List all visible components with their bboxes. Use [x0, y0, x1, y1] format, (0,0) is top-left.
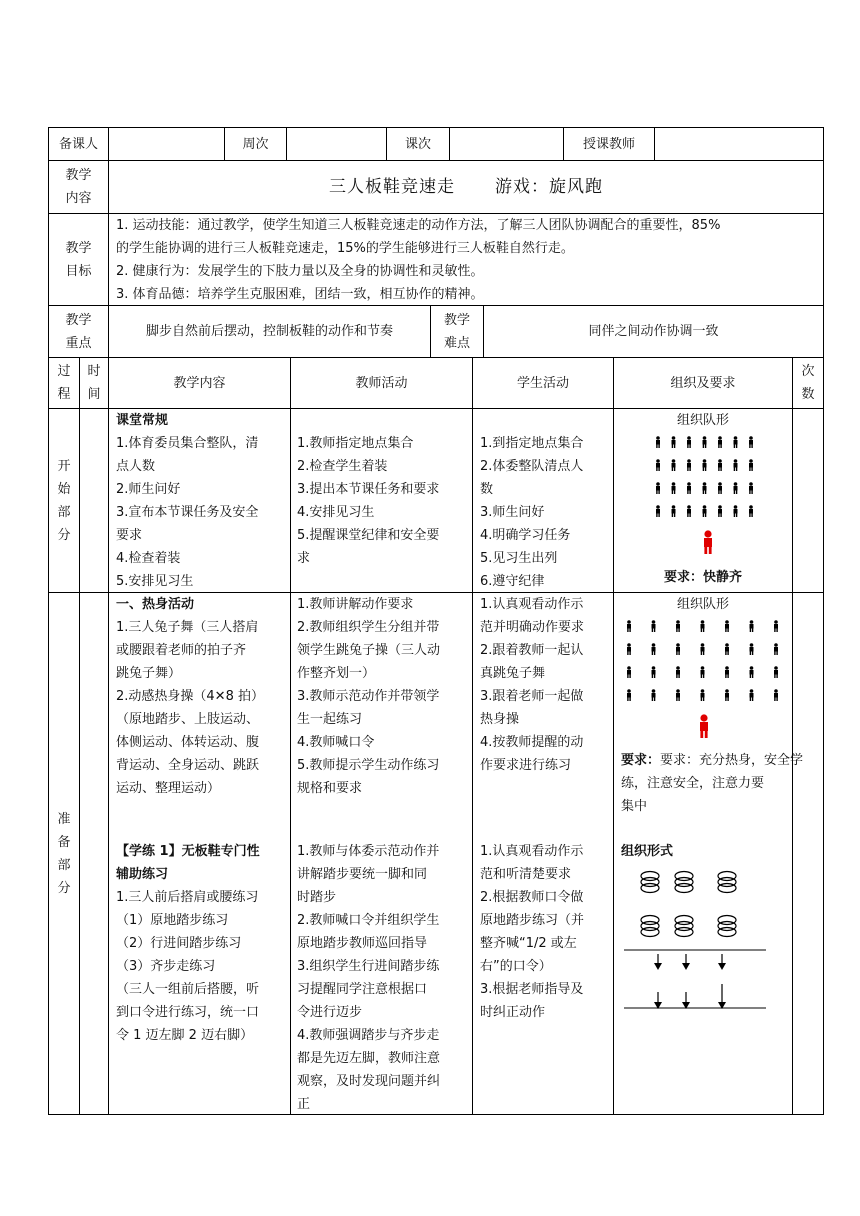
start-content-line: 3.宣布本节课任务及安全 — [116, 505, 259, 520]
difficulty-label-line1: 教学 — [443, 312, 470, 328]
phase-char: 备 — [57, 834, 71, 850]
start-student — [480, 432, 611, 592]
student-figure-icon — [652, 620, 656, 632]
drill-teacher-line: 正 — [297, 1097, 311, 1112]
prep-content-drill — [116, 840, 288, 1043]
student-figure-icon — [703, 436, 707, 448]
student-figure-icon — [672, 505, 676, 517]
col-student: 学生活动 — [516, 375, 569, 391]
col-process — [49, 358, 79, 408]
student-figure-icon — [750, 620, 754, 632]
drill-student-line: 整齐喊“1/2 或左 — [480, 936, 577, 951]
student-figure-icon — [703, 505, 707, 517]
prep-content-line: 背运动、全身运动、跳跃 — [116, 758, 260, 773]
group-of-three-icon — [641, 916, 659, 937]
down-arrow-icon — [718, 984, 726, 1009]
prep-teacher-line: 作整齐划一） — [297, 666, 376, 681]
goal-line: 3. 体育品德：培养学生克服困难，团结一致，相互协作的精神。 — [116, 287, 484, 302]
student-figure-icon — [750, 689, 754, 701]
student-figure-icon — [687, 436, 691, 448]
student-figure-icon — [656, 436, 660, 448]
phase-char: 部 — [57, 857, 71, 873]
drill-student-line: 右”的口令） — [480, 959, 552, 974]
down-arrow-icon — [682, 992, 690, 1009]
prep-formation — [614, 614, 792, 749]
start-teacher-line: 2.检查学生着装 — [297, 459, 388, 474]
prep-student-line: 1.认真观看动作示 — [480, 597, 584, 612]
phase-char: 准 — [57, 811, 71, 827]
student-figure-icon — [750, 666, 754, 678]
col-content: 教学内容 — [173, 375, 226, 391]
focus-label-line1: 教学 — [65, 312, 92, 328]
start-teacher-line: 1.教师指定地点集合 — [297, 436, 414, 451]
prep-teacher-line: 规格和要求 — [297, 781, 363, 796]
prep-content-line: 2.动感热身操（4✕8 拍） — [116, 689, 264, 704]
prep-student-line: 4.按教师提醒的动 — [480, 735, 584, 750]
student-figure-icon — [652, 689, 656, 701]
col-process-line2: 程 — [57, 387, 71, 402]
drill-line: （3）齐步走练习 — [116, 959, 216, 974]
student-figure-icon — [725, 643, 729, 655]
lesson-topic — [109, 161, 823, 213]
prep-student-line: 作要求进行练习 — [480, 758, 572, 773]
prep-student-line: 3.跟着老师一起做 — [480, 689, 584, 704]
start-org-title: 组织队形 — [676, 413, 729, 428]
phase-char: 分 — [57, 527, 71, 543]
focus-label-line2: 重点 — [65, 335, 92, 351]
col-organization: 组织及要求 — [670, 375, 736, 391]
col-times-line1: 次 — [801, 364, 815, 379]
prep-req-first: 要求：充分热身，安全学 — [660, 753, 804, 768]
start-student-line: 数 — [480, 482, 494, 497]
start-student-line: 1.到指定地点集合 — [480, 436, 584, 451]
group-of-three-icon — [641, 872, 659, 893]
prep-teacher-line: 2.教师组织学生分组并带 — [297, 620, 440, 635]
drill-teacher-line: 3.组织学生行进间踏步练 — [297, 959, 440, 974]
prep-teacher-line: 1.教师讲解动作要求 — [297, 597, 414, 612]
student-figure-icon — [725, 689, 729, 701]
difficulty-label-line2: 难点 — [443, 335, 470, 351]
prep-content-heading: 一、热身活动 — [116, 597, 195, 612]
start-student-line: 2.体委整队清点人 — [480, 459, 584, 474]
prep-content-warmup — [116, 593, 288, 813]
start-content-line: 点人数 — [116, 459, 156, 474]
drill-student-line: 1.认真观看动作示 — [480, 844, 584, 859]
student-figure-icon — [676, 689, 680, 701]
drill-student-line: 时纠正动作 — [480, 1005, 546, 1020]
student-figure-icon — [701, 643, 705, 655]
down-arrow-icon — [654, 992, 662, 1009]
student-figure-icon — [734, 482, 738, 494]
student-figure-icon — [749, 482, 753, 494]
start-teacher-line: 4.安排见习生 — [297, 505, 375, 520]
prep-req-line: 练，注意安全，注意力要 — [621, 776, 765, 791]
student-figure-icon — [676, 643, 680, 655]
down-arrow-icon — [718, 954, 726, 970]
student-figure-icon — [687, 459, 691, 471]
student-figure-icon — [627, 643, 631, 655]
col-times-line2: 数 — [801, 387, 815, 402]
col-teacher: 教师活动 — [355, 375, 408, 391]
drill-line: 到口令进行练习，统一口 — [116, 1005, 260, 1020]
prep-teacher-warmup — [297, 593, 469, 813]
lesson-game: 游戏：旋风跑 — [495, 176, 603, 197]
down-arrow-icon — [682, 954, 690, 970]
drill-student-line: 3.根据老师指导及 — [480, 982, 584, 997]
phase-start — [49, 409, 79, 592]
prep-content-line: 1.三人兔子舞（三人搭肩 — [116, 620, 259, 635]
col-time-line2: 间 — [87, 387, 101, 402]
start-student-line: 3.师生问好 — [480, 505, 545, 520]
student-figure-icon — [725, 666, 729, 678]
prep-content-line: 跳兔子舞） — [116, 666, 182, 681]
prep-teacher-line: 生一起练习 — [297, 712, 363, 727]
lesson-title: 三人板鞋竞速走 — [329, 176, 455, 197]
difficulty-label — [431, 306, 483, 357]
prep-teacher-drill — [297, 840, 469, 1112]
start-teacher-line: 3.提出本节课任务和要求 — [297, 482, 440, 497]
student-figure-icon — [718, 436, 722, 448]
student-figure-icon — [734, 459, 738, 471]
student-figure-icon — [749, 505, 753, 517]
preparer-label: 备课人 — [58, 136, 98, 152]
focus-label — [49, 306, 108, 357]
drill-line: （2）行进间踏步练习 — [116, 936, 242, 951]
drill-student-line: 范和听清楚要求 — [480, 867, 572, 882]
prep-student-line: 热身操 — [480, 712, 520, 727]
content-label-line2: 内容 — [65, 191, 92, 206]
student-figure-icon — [703, 459, 707, 471]
drill-teacher-line: 时踏步 — [297, 890, 337, 905]
start-content-line: 要求 — [116, 528, 143, 543]
student-figure-icon — [656, 505, 660, 517]
drill-heading: 【学练 1】无板鞋专门性 — [116, 844, 260, 859]
student-figure-icon — [718, 505, 722, 517]
group-of-three-icon — [675, 916, 693, 937]
start-student-line: 4.明确学习任务 — [480, 528, 571, 543]
student-figure-icon — [774, 666, 778, 678]
drill-teacher-line: 观察，及时发现问题并纠 — [297, 1074, 441, 1089]
student-figure-icon — [703, 482, 707, 494]
drill-student-line: 原地踏步练习（并 — [480, 913, 585, 928]
student-figure-icon — [749, 459, 753, 471]
start-content-line: 2.师生问好 — [116, 482, 181, 497]
student-figure-icon — [774, 689, 778, 701]
student-figure-icon — [627, 666, 631, 678]
goal-line: 1. 运动技能：通过教学，使学生知道三人板鞋竞速走的动作方法，了解三人团队协调配合的重要性，85% — [116, 218, 721, 233]
goals-label — [49, 214, 108, 305]
student-figure-icon — [734, 505, 738, 517]
drill-student-line: 2.根据教师口令做 — [480, 890, 584, 905]
prep-student-line: 范并明确动作要求 — [480, 620, 585, 635]
student-figure-icon — [656, 482, 660, 494]
prep-teacher-line: 3.教师示范动作并带领学 — [297, 689, 440, 704]
start-teacher-line: 5.提醒课堂纪律和安全要 — [297, 528, 440, 543]
drill-teacher-line: 令进行迈步 — [297, 1005, 363, 1020]
start-teacher-line: 求 — [297, 551, 311, 566]
student-figure-icon — [627, 620, 631, 632]
prep-org-form-title: 组织形式 — [621, 844, 674, 859]
start-student-line: 5.见习生出列 — [480, 551, 558, 566]
group-of-three-icon — [718, 916, 736, 937]
start-content — [116, 409, 288, 592]
prep-content-line: 运动、整理运动） — [116, 781, 221, 796]
student-figure-icon — [701, 666, 705, 678]
start-content-line: 5.安排见习生 — [116, 574, 194, 589]
phase-char: 部 — [57, 504, 71, 520]
prep-teacher-line: 领学生跳兔子操（三人动 — [297, 643, 441, 658]
student-figure-icon — [672, 459, 676, 471]
drill-line: （三人一组前后搭腰，听 — [116, 982, 260, 997]
student-figure-icon — [672, 482, 676, 494]
col-process-line1: 过 — [57, 364, 71, 379]
prep-student-drill — [480, 840, 611, 1030]
prep-req-line — [621, 749, 804, 772]
phase-char: 始 — [57, 481, 71, 497]
start-org-requirement: 要求：快静齐 — [663, 570, 742, 585]
group-of-three-icon — [675, 872, 693, 893]
start-content-line: 1.体育委员集合整队，清 — [116, 436, 259, 451]
content-label — [49, 161, 108, 213]
focus-text: 脚步自然前后摆动，控制板鞋的动作和节奏 — [145, 324, 393, 339]
student-figure-icon — [749, 436, 753, 448]
drill-teacher-line: 都是先迈左脚，教师注意 — [297, 1051, 441, 1066]
week-value — [287, 128, 386, 160]
prep-student-warmup — [480, 593, 611, 813]
start-student-line: 6.遵守纪律 — [480, 574, 545, 589]
prep-content-line: （原地踏步、上肢运动、 — [116, 712, 260, 727]
difficulty-text: 同伴之间动作协调一致 — [588, 324, 719, 339]
student-figure-icon — [774, 643, 778, 655]
student-figure-icon — [718, 482, 722, 494]
prep-content-line: 体侧运动、体转运动、腹 — [116, 735, 260, 750]
start-content-heading: 课堂常规 — [116, 413, 169, 428]
col-time — [80, 358, 108, 408]
teacher-label: 授课教师 — [582, 136, 635, 152]
goals-label-line1: 教学 — [65, 240, 92, 256]
prep-req-line: 集中 — [621, 799, 648, 814]
drill-heading: 辅助练习 — [116, 867, 169, 882]
down-arrow-icon — [654, 954, 662, 970]
col-time-line1: 时 — [87, 364, 101, 379]
goals-text — [116, 214, 822, 305]
preparer-value — [109, 128, 224, 160]
prep-req-key: 要求： — [621, 753, 661, 768]
start-formation — [614, 430, 792, 565]
phase-char: 开 — [57, 458, 71, 474]
prep-org-requirement — [621, 749, 804, 819]
start-content-line: 4.检查着装 — [116, 551, 181, 566]
student-figure-icon — [774, 620, 778, 632]
drill-teacher-line: 1.教师与体委示范动作并 — [297, 844, 440, 859]
student-figure-icon — [734, 436, 738, 448]
drill-teacher-line: 习提醒同学注意根据口 — [297, 982, 428, 997]
teacher-figure-icon — [700, 714, 708, 738]
drill-teacher-line: 4.教师强调踏步与齐步走 — [297, 1028, 440, 1043]
drill-line: 令 1 迈左脚 2 迈右脚） — [116, 1028, 254, 1043]
drill-teacher-line: 讲解踏步要统一脚和同 — [297, 867, 428, 882]
prep-teacher-line: 5.教师提示学生动作练习 — [297, 758, 440, 773]
prep-student-line: 2.跟着教师一起认 — [480, 643, 584, 658]
phase-prep — [49, 593, 79, 1114]
lesson-value — [450, 128, 563, 160]
student-figure-icon — [676, 666, 680, 678]
student-figure-icon — [672, 436, 676, 448]
drill-teacher-line: 2.教师喊口令并组织学生 — [297, 913, 440, 928]
student-figure-icon — [701, 689, 705, 701]
student-figure-icon — [627, 689, 631, 701]
goal-line: 的学生能协调的进行三人板鞋竞速走，15%的学生能够进行三人板鞋自然行走。 — [116, 241, 574, 256]
content-label-line1: 教学 — [65, 168, 92, 183]
student-figure-icon — [687, 482, 691, 494]
student-figure-icon — [725, 620, 729, 632]
drill-formation-diagram — [614, 864, 792, 1014]
goals-label-line2: 目标 — [65, 263, 92, 279]
student-figure-icon — [718, 459, 722, 471]
goal-line: 2. 健康行为：发展学生的下肢力量以及全身的协调性和灵敏性。 — [116, 264, 484, 279]
teacher-figure-icon — [704, 530, 712, 554]
student-figure-icon — [676, 620, 680, 632]
drill-teacher-line: 原地踏步教师巡回指导 — [297, 936, 428, 951]
group-of-three-icon — [718, 872, 736, 893]
drill-line: （1）原地踏步练习 — [116, 913, 229, 928]
week-label: 周次 — [242, 136, 269, 152]
student-figure-icon — [652, 643, 656, 655]
student-figure-icon — [701, 620, 705, 632]
prep-content-line: 或腰跟着老师的拍子齐 — [116, 643, 247, 658]
student-figure-icon — [687, 505, 691, 517]
student-figure-icon — [656, 459, 660, 471]
phase-char: 分 — [57, 880, 71, 896]
col-times — [793, 358, 823, 408]
student-figure-icon — [652, 666, 656, 678]
student-figure-icon — [750, 643, 754, 655]
start-teacher — [297, 432, 469, 592]
drill-line: 1.三人前后搭肩或腰练习 — [116, 890, 259, 905]
lesson-label: 课次 — [404, 136, 431, 152]
prep-org-title: 组织队形 — [676, 597, 729, 612]
teacher-value — [655, 128, 823, 160]
prep-student-line: 真跳兔子舞 — [480, 666, 546, 681]
prep-teacher-line: 4.教师喊口令 — [297, 735, 375, 750]
